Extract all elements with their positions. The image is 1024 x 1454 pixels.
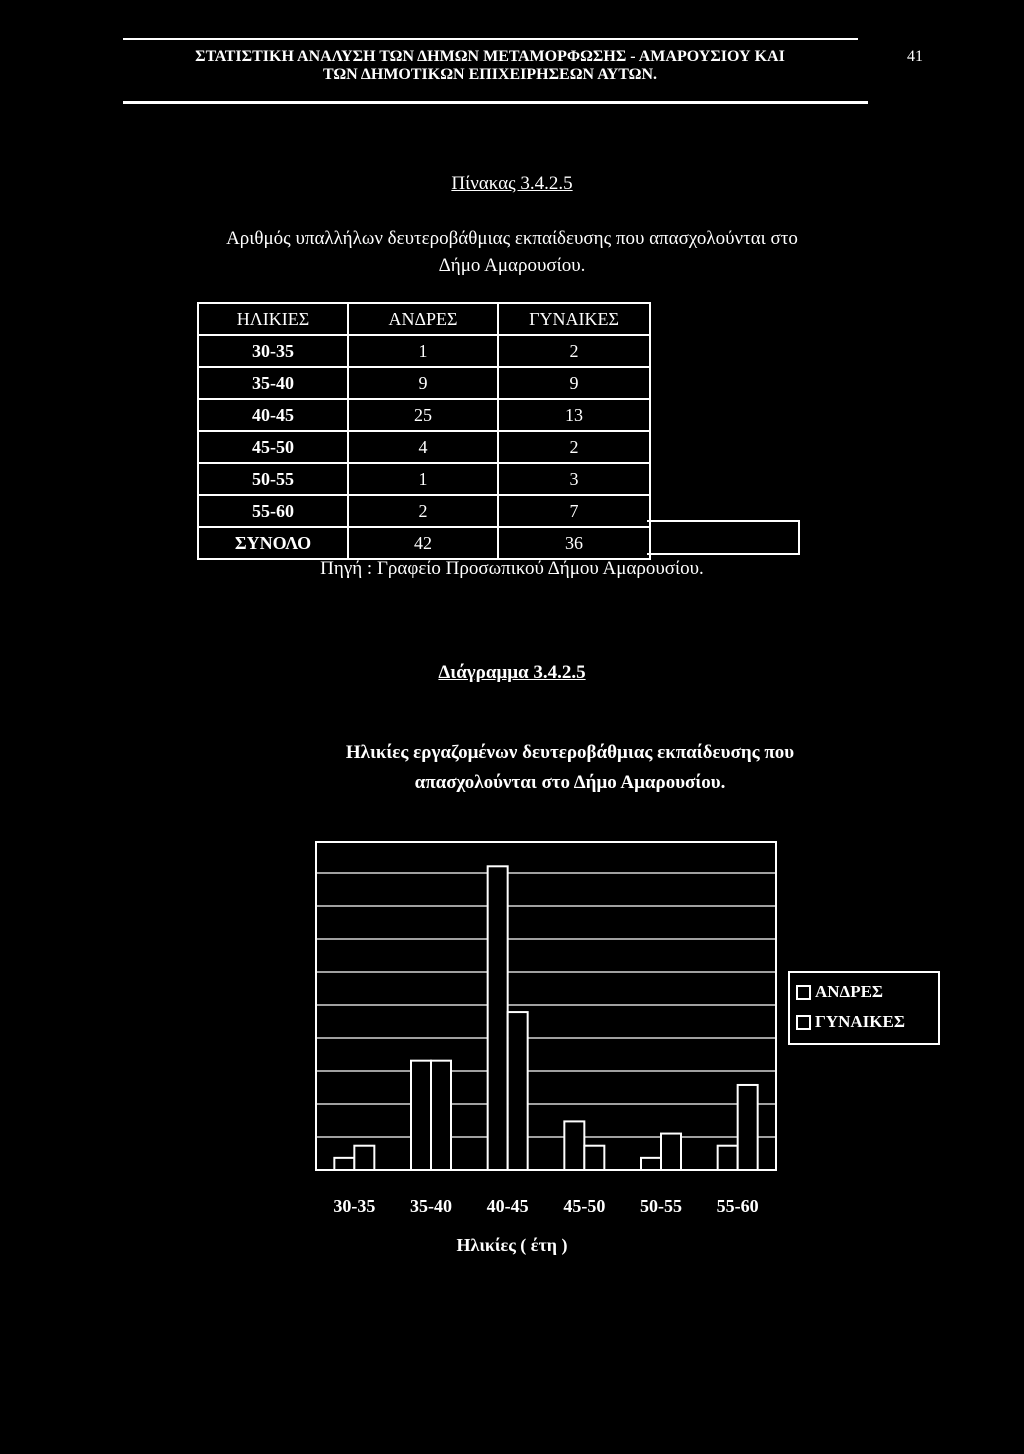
chart-legend xyxy=(788,971,940,1045)
x-tick-label: 50-55 xyxy=(640,1196,682,1216)
x-tick-label: 30-35 xyxy=(333,1196,376,1216)
table-cell-men: 25 xyxy=(348,399,498,431)
table-cell-age: 45-50 xyxy=(198,431,348,463)
table-cell-age: 50-55 xyxy=(198,463,348,495)
table-cell-age: 40-45 xyxy=(198,399,348,431)
legend-item-women xyxy=(796,1012,905,1032)
plot-area-frame xyxy=(316,842,776,1170)
x-tick-label: 40-45 xyxy=(486,1196,529,1216)
legend-item-men xyxy=(796,982,883,1002)
table-caption-line2: Δήμο Αμαρουσίου. xyxy=(438,255,586,276)
column-header-women: ΓΥΝΑΙΚΕΣ xyxy=(498,303,650,335)
table-cell-women: 9 xyxy=(498,367,650,399)
table-cell-men: 2 xyxy=(348,495,498,527)
legend-label-women: ΓΥΝΑΙΚΕΣ xyxy=(815,1012,905,1031)
table-cell-women: 7 xyxy=(498,495,650,527)
table-total-women: 36 xyxy=(498,527,650,559)
table-cell-age: 35-40 xyxy=(198,367,348,399)
bar-women-30-35 xyxy=(354,1146,374,1170)
bar-women-50-55 xyxy=(661,1134,681,1170)
bar-men-40-45 xyxy=(488,866,508,1170)
bar-men-45-50 xyxy=(564,1121,584,1170)
legend-swatch-men xyxy=(796,985,811,1000)
legend-swatch-women xyxy=(796,1015,811,1030)
bar-men-50-55 xyxy=(641,1158,661,1170)
bar-women-40-45 xyxy=(508,1012,528,1170)
running-header-line1: ΣΤΑΤΙΣΤΙΚΗ ΑΝΑΛΥΣΗ ΤΩΝ ΔΗΜΩΝ ΜΕΤΑΜΟΡΦΩΣΗΣ - ΑΜΑΡΟΥΣΙΟΥ ΚΑΙ xyxy=(195,48,785,65)
bar-men-30-35 xyxy=(334,1158,354,1170)
bar-women-55-60 xyxy=(738,1085,758,1170)
page-number: 41 xyxy=(907,48,923,65)
table-caption-line1: Αριθμός υπαλλήλων δευτεροβάθμιας εκπαίδευσης που απασχολούνται στο xyxy=(226,228,798,249)
bar-women-35-40 xyxy=(431,1061,451,1170)
table-total-label: ΣΥΝΟΛΟ xyxy=(198,527,348,559)
table-cell-men: 1 xyxy=(348,335,498,367)
bar-women-45-50 xyxy=(584,1146,604,1170)
x-tick-label: 35-40 xyxy=(410,1196,452,1216)
table-source: Πηγή : Γραφείο Προσωπικού Δήμου Αμαρουσίου. xyxy=(320,558,704,579)
running-header-line2: ΤΩΝ ΔΗΜΟΤΙΚΩΝ ΕΠΙΧΕΙΡΗΣΕΩΝ ΑΥΤΩΝ. xyxy=(322,66,658,83)
x-tick-label: 55-60 xyxy=(716,1196,759,1216)
legend-label-men: ΑΝΔΡΕΣ xyxy=(815,982,884,1001)
chart-label: Διάγραμμα 3.4.2.5 xyxy=(438,662,586,683)
table-cell-age: 55-60 xyxy=(198,495,348,527)
x-tick-label: 45-50 xyxy=(563,1196,606,1216)
table-cell-women: 3 xyxy=(498,463,650,495)
chart-caption-line1: Ηλικίες εργαζομένων δευτεροβάθμιας εκπαίδευσης που xyxy=(345,742,795,763)
bar-men-55-60 xyxy=(718,1146,738,1170)
chart-x-axis-title: Ηλικίες ( έτη ) xyxy=(456,1235,568,1255)
chart-caption-line2: απασχολούνται στο Δήμο Αμαρουσίου. xyxy=(414,772,726,793)
table-cell-men: 1 xyxy=(348,463,498,495)
column-header-ages: ΗΛΙΚΙΕΣ xyxy=(198,303,348,335)
table-label: Πίνακας 3.4.2.5 xyxy=(451,173,573,194)
column-header-men: ΑΝΔΡΕΣ xyxy=(348,303,498,335)
table-cell-age: 30-35 xyxy=(198,335,348,367)
table-cell-women: 2 xyxy=(498,431,650,463)
table-cell-women: 13 xyxy=(498,399,650,431)
table-cell-men: 9 xyxy=(348,367,498,399)
table-cell-men: 4 xyxy=(348,431,498,463)
table-cell-women: 2 xyxy=(498,335,650,367)
bar-men-35-40 xyxy=(411,1061,431,1170)
table-total-men: 42 xyxy=(348,527,498,559)
